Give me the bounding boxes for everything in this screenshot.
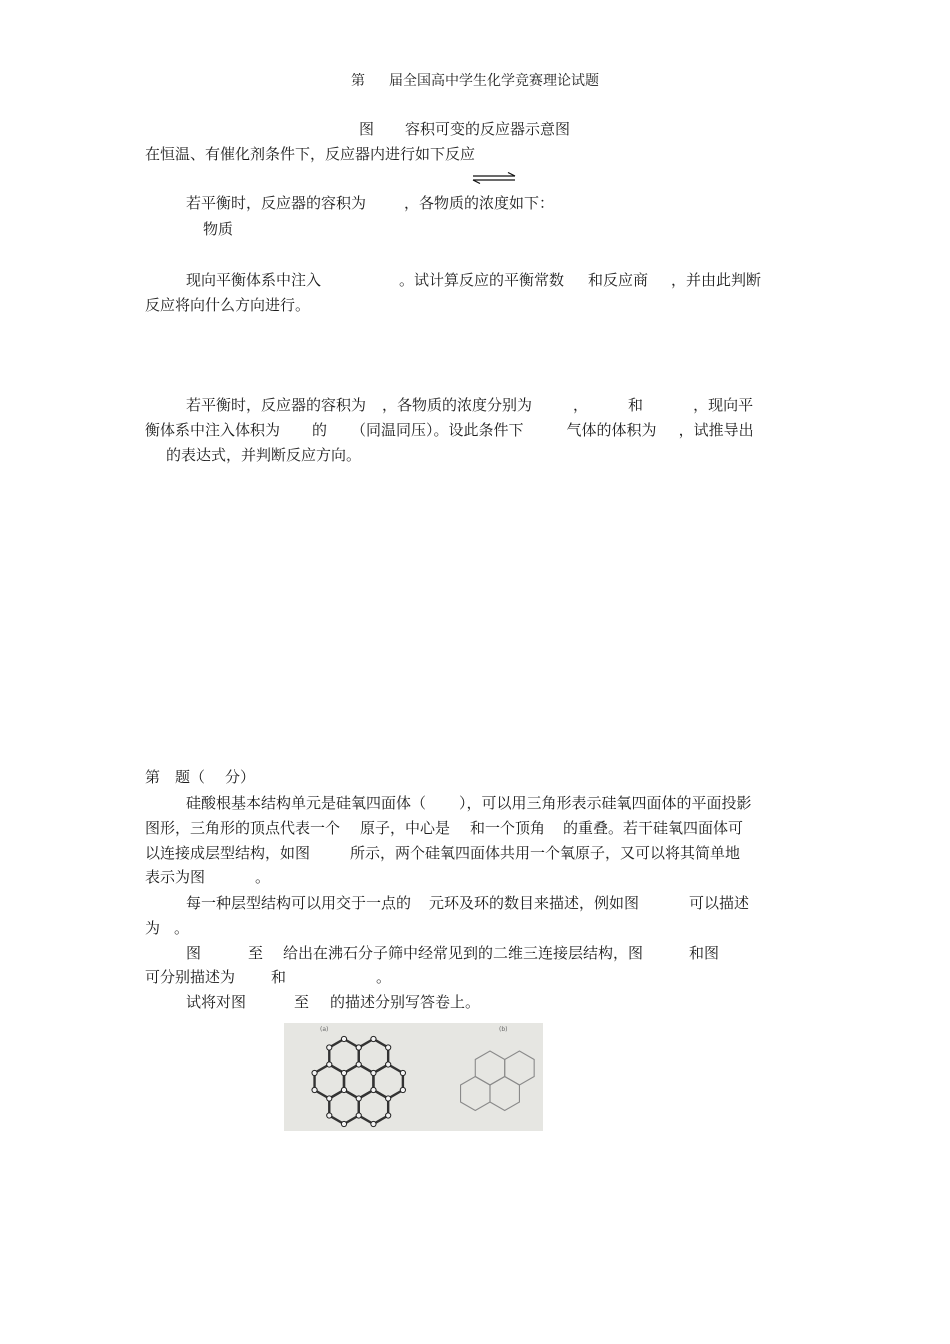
p5-line2 bbox=[145, 918, 189, 938]
p7-text-a: 试将对图 bbox=[186, 993, 247, 1011]
p3-l2-b: 的 bbox=[312, 421, 328, 439]
p2-line2: 反应将向什么方向进行。 bbox=[145, 296, 311, 314]
oxygen-atom bbox=[341, 1087, 346, 1092]
p3-text-e: ，现向平 bbox=[693, 396, 754, 414]
p6-l1-c: 给出在沸石分子筛中经常见到的二维三连接层结构，图 bbox=[283, 944, 644, 962]
p6-line1 bbox=[186, 943, 719, 963]
p4-l1-b: ），可以用三角形表示硅氧四面体的平面投影 bbox=[459, 794, 752, 812]
p3-text-c: ， bbox=[573, 396, 589, 414]
p2-text-b: 。试计算反应的平衡常数 bbox=[399, 271, 565, 289]
p5-l2-b: 。 bbox=[174, 919, 190, 937]
p6-l2-b: 和 bbox=[271, 968, 287, 986]
oxygen-atom bbox=[341, 1070, 346, 1075]
oxygen-atom bbox=[400, 1087, 405, 1092]
oxygen-atom bbox=[356, 1045, 361, 1050]
p4-l4-b: 。 bbox=[255, 868, 271, 886]
p4-line4 bbox=[145, 867, 270, 887]
p6-l2-c: 。 bbox=[376, 968, 392, 986]
p7-text-c: 的描述分别写答卷上。 bbox=[330, 993, 481, 1011]
page-header bbox=[0, 71, 950, 91]
question-heading bbox=[145, 767, 255, 787]
p5-l1-c: 可以描述 bbox=[689, 894, 750, 912]
p3-l2-c: （同温同压）。设此条件下 bbox=[351, 421, 524, 439]
tetrahedra-ring bbox=[329, 1090, 358, 1124]
oxygen-atom bbox=[386, 1113, 391, 1118]
oxygen-atom bbox=[400, 1070, 405, 1075]
tetrahedra-ring bbox=[359, 1090, 388, 1124]
p3-l2-d: 气体的体积为 bbox=[566, 421, 657, 439]
oxygen-atom bbox=[371, 1036, 376, 1041]
oxygen-atom bbox=[327, 1096, 332, 1101]
p3-l2-a: 衡体系中注入体积为 bbox=[145, 421, 281, 439]
question-heading-c: 分） bbox=[225, 768, 256, 786]
oxygen-atom bbox=[386, 1062, 391, 1067]
oxygen-atom bbox=[312, 1070, 317, 1075]
p3-line2 bbox=[145, 420, 754, 440]
oxygen-atom bbox=[371, 1070, 376, 1075]
p5-l2-a: 为 bbox=[145, 919, 161, 937]
equilibrium-arrow-icon bbox=[472, 172, 516, 184]
header-part1: 第 bbox=[351, 73, 365, 89]
oxygen-atom bbox=[386, 1045, 391, 1050]
oxygen-atom bbox=[371, 1121, 376, 1126]
p4-l4-a: 表示为图 bbox=[145, 868, 206, 886]
hexagon-ring bbox=[475, 1051, 504, 1085]
figure-caption-label: 图 bbox=[359, 120, 375, 138]
p7-text-b: 至 bbox=[294, 993, 310, 1011]
figure-caption-title: 容积可变的反应器示意图 bbox=[405, 120, 571, 138]
p3-text-b: ，各物质的浓度分别为 bbox=[382, 396, 533, 414]
p6-l2-a: 可分别描述为 bbox=[145, 968, 236, 986]
oxygen-atom bbox=[386, 1096, 391, 1101]
oxygen-atom bbox=[327, 1113, 332, 1118]
oxygen-atom bbox=[371, 1087, 376, 1092]
p4-l2-c: 和一个顶角 bbox=[470, 819, 546, 837]
oxygen-atom bbox=[356, 1096, 361, 1101]
p4-l3-a: 以连接成层型结构，如图 bbox=[145, 844, 311, 862]
question-heading-b: 题（ bbox=[175, 768, 206, 786]
p6-l1-d: 和图 bbox=[689, 944, 720, 962]
p5-line1 bbox=[186, 893, 749, 913]
p3-l2-e: ，试推导出 bbox=[678, 421, 754, 439]
oxygen-atom bbox=[327, 1045, 332, 1050]
figure-caption bbox=[359, 119, 570, 139]
p2-text-d: ，并由此判断 bbox=[671, 271, 762, 289]
paragraph-reaction-quotient bbox=[186, 270, 761, 290]
oxygen-atom bbox=[341, 1121, 346, 1126]
hexagon-ring bbox=[505, 1051, 534, 1085]
p4-l2-b: 原子，中心是 bbox=[360, 819, 451, 837]
p4-l2-a: 图形，三角形的顶点代表一个 bbox=[145, 819, 341, 837]
p3-text-a: 若平衡时，反应器的容积为 bbox=[186, 396, 367, 414]
p1-text-a: 若平衡时，反应器的容积为 bbox=[186, 194, 367, 212]
p2-text-a: 现向平衡体系中注入 bbox=[186, 271, 322, 289]
p2-text-c: 和反应商 bbox=[588, 271, 649, 289]
p3-line3: 的表达式，并判断反应方向。 bbox=[166, 446, 362, 464]
oxygen-atom bbox=[327, 1062, 332, 1067]
p5-l1-a: 每一种层型结构可以用交于一点的 bbox=[186, 894, 412, 912]
p4-l2-d: 的重叠。若干硅氧四面体可 bbox=[563, 819, 744, 837]
figure-label-right: (b) bbox=[499, 1026, 508, 1033]
table-header-substance: 物质 bbox=[203, 220, 234, 238]
p5-l1-b: 元环及环的数目来描述，例如图 bbox=[429, 894, 640, 912]
p3-text-d: 和 bbox=[628, 396, 644, 414]
oxygen-atom bbox=[356, 1062, 361, 1067]
p6-l1-a: 图 bbox=[186, 944, 202, 962]
hexagon-ring bbox=[461, 1077, 490, 1111]
oxygen-atom bbox=[356, 1113, 361, 1118]
hexagon-ring bbox=[490, 1077, 519, 1111]
p4-line2 bbox=[145, 818, 743, 838]
tetrahedra-layer-drawing bbox=[284, 1023, 543, 1131]
p4-l1-a: 硅酸根基本结构单元是硅氧四面体（ bbox=[186, 794, 427, 812]
paragraph-equilibrium-volume bbox=[186, 193, 554, 213]
p1-text-b: ，各物质的浓度如下： bbox=[404, 194, 555, 212]
paragraph-derivation bbox=[186, 395, 753, 415]
p7-line1 bbox=[186, 992, 480, 1012]
figure-label-left: (a) bbox=[320, 1026, 329, 1033]
question-heading-a: 第 bbox=[145, 768, 161, 786]
oxygen-atom bbox=[341, 1036, 346, 1041]
layer-structure-figure bbox=[284, 1023, 543, 1131]
intro-line: 在恒温、有催化剂条件下，反应器内进行如下反应 bbox=[145, 145, 476, 163]
p4-line3 bbox=[145, 843, 740, 863]
p4-l3-b: 所示，两个硅氧四面体共用一个氧原子，又可以将其简单地 bbox=[350, 844, 741, 862]
oxygen-atom bbox=[312, 1087, 317, 1092]
p4-line1 bbox=[186, 793, 752, 813]
header-part2: 届全国高中学生化学竞赛理论试题 bbox=[389, 73, 599, 89]
p6-line2 bbox=[145, 967, 391, 987]
p6-l1-b: 至 bbox=[248, 944, 264, 962]
